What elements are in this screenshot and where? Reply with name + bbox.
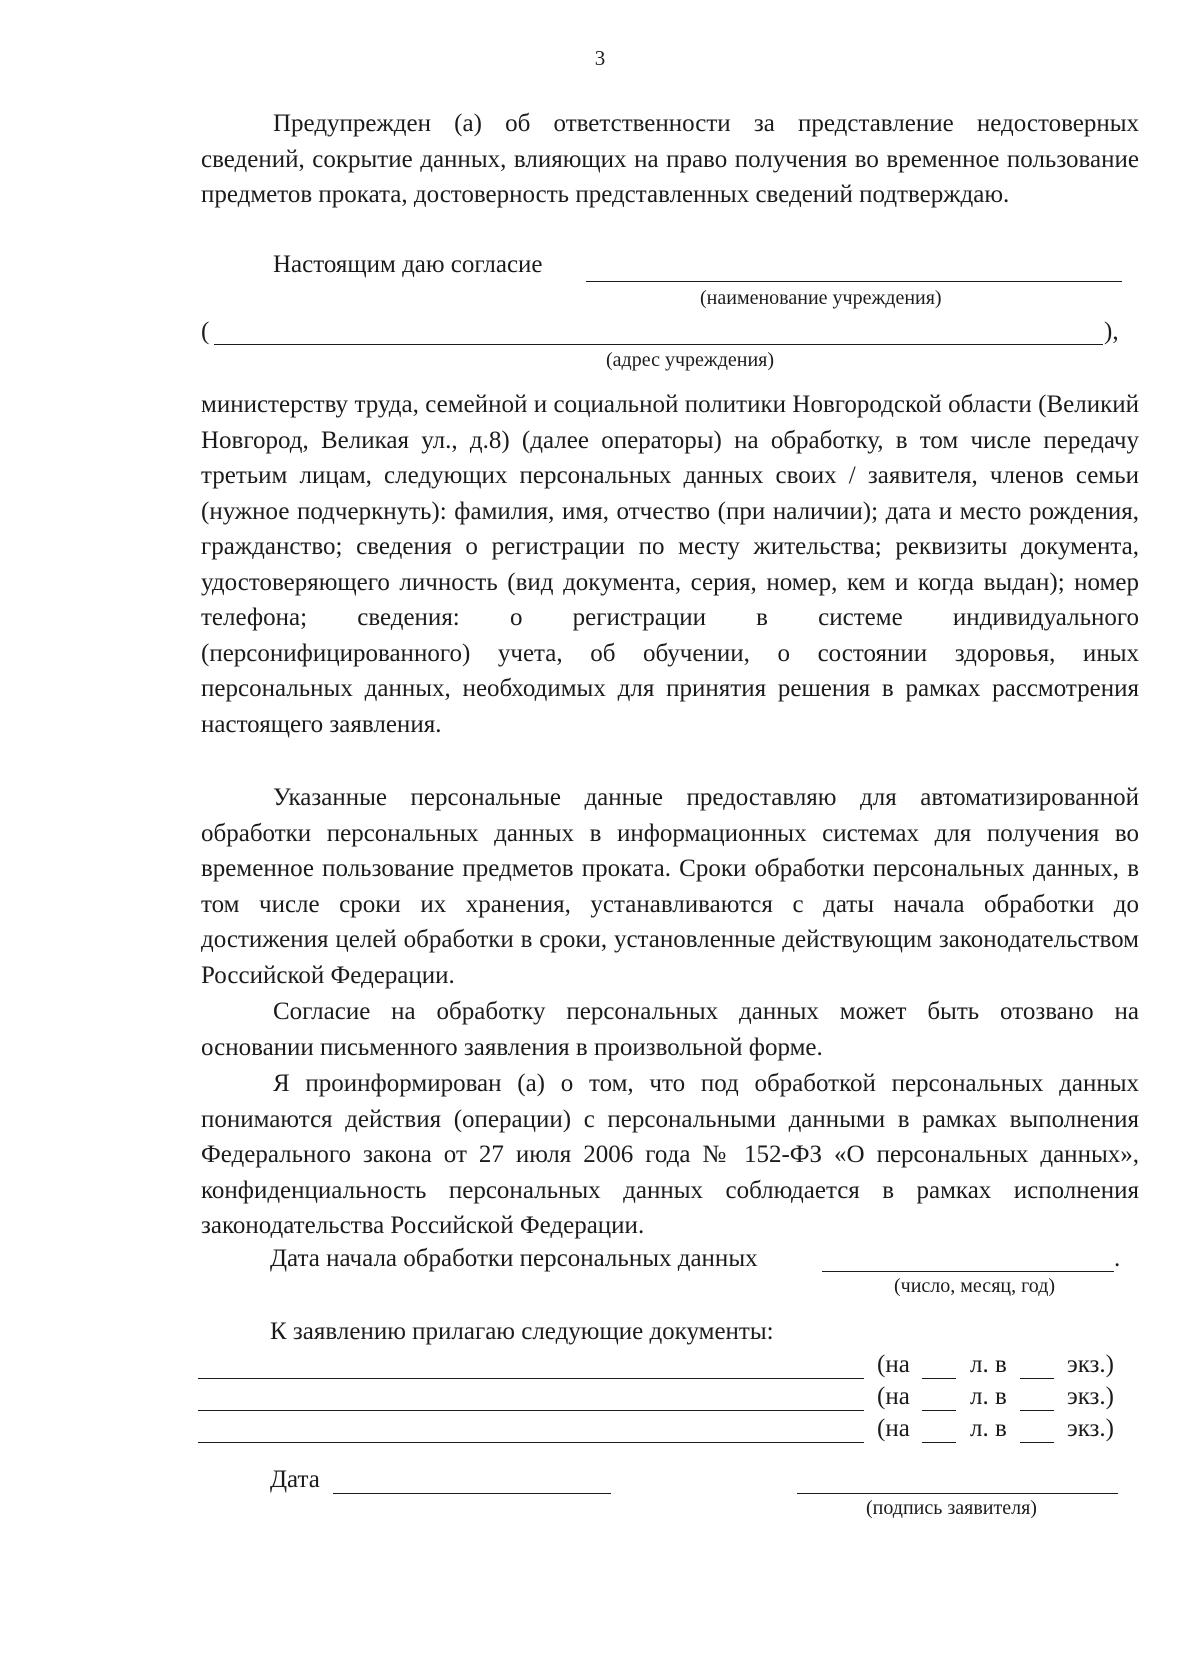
attachment-sheets-label: л. в	[970, 1415, 1007, 1442]
attachment-copies-label: экз.)	[1067, 1351, 1114, 1378]
signature-blank	[797, 1493, 1118, 1494]
institution-address-blank	[214, 344, 1103, 345]
attachment-copies-label: экз.)	[1067, 1383, 1114, 1410]
institution-name-blank	[586, 281, 1122, 282]
paragraph-processing: Указанные персональные данные предоставляю для автоматизированной обработки персональных данных в информационных системах для получения во временное пользование предметов проката. Сроки обработки персональных данных, в том числе сроки их хранения, устанавливаются с даты начала обработки до достижения целей обработки в сроки, установленные действующим законодательством Российской Федерации.	[201, 784, 1139, 989]
attachment-name-blank	[198, 1442, 864, 1443]
paragraph-revocation: Согласие на обработку персональных данных может быть отозвано на основании письменного заявления в произвольной форме.	[201, 998, 1139, 1061]
signature-caption: (подпись заявителя)	[866, 1497, 1037, 1519]
attachment-copies-blank	[1020, 1442, 1054, 1443]
paragraph-warning: Предупрежден (а) об ответственности за представление недостоверных сведений, сокрытие данных, влияющих на право получения во временное пользование предметов проката, достоверность представленных сведений подтверждаю.	[201, 110, 1139, 208]
institution-name-caption: (наименование учреждения)	[700, 287, 942, 309]
close-paren: ),	[1104, 318, 1119, 345]
attachment-na: (на	[877, 1351, 910, 1378]
attachment-copies-label: экз.)	[1067, 1415, 1114, 1442]
attachment-name-blank	[198, 1378, 864, 1379]
attachment-name-blank	[198, 1410, 864, 1411]
start-date-label: Дата начала обработки персональных данных	[270, 1245, 758, 1272]
date-blank	[333, 1493, 611, 1494]
attachment-sheets-blank	[922, 1410, 956, 1411]
attachment-copies-blank	[1020, 1378, 1054, 1379]
attachments-heading: К заявлению прилагаю следующие документы:	[270, 1318, 774, 1345]
start-date-blank	[822, 1271, 1114, 1272]
page-number: 3	[594, 46, 606, 70]
attachment-na: (на	[877, 1415, 910, 1442]
start-date-dot: .	[1114, 1245, 1121, 1272]
paragraph-ministry: министерству труда, семейной и социальной политики Новгородской области (Великий Новгород, Великая ул., д.8) (далее операторы) на обработку, в том числе передачу третьим лицам, следующих персональных данных своих / заявителя, членов семьи (нужное подчеркнуть): фамилия, имя, отчество (при наличии); дата и место рождения, гражданство; сведения о регистрации по месту жительства; реквизиты документа, удостоверяющего личность (вид документа, серия, номер, кем и когда выдан); номер телефона; сведения: о регистрации в системе индивидуального (персонифицированного) учета, об обучении, о состоянии здоровья, иных персональных данных, необходимых для принятия решения в рамках рассмотрения настоящего заявления.	[201, 391, 1139, 738]
consent-lead: Настоящим даю согласие	[273, 251, 543, 278]
attachment-na: (на	[877, 1383, 910, 1410]
attachment-copies-blank	[1020, 1410, 1054, 1411]
attachment-sheets-label: л. в	[970, 1383, 1007, 1410]
attachment-sheets-blank	[922, 1378, 956, 1379]
paragraph-informed: Я проинформирован (а) о том, что под обработкой персональных данных понимаются действия (операции) с персональными данными в рамках выполнения Федерального закона от 27 июля 2006 года № 152-ФЗ «О персональных данных», конфиденциальность персональных данных соблюдается в рамках исполнения законодательства Российской Федерации.	[201, 1070, 1139, 1239]
start-date-caption: (число, месяц, год)	[894, 1275, 1056, 1297]
attachment-sheets-blank	[922, 1442, 956, 1443]
attachment-sheets-label: л. в	[970, 1351, 1007, 1378]
institution-address-caption: (адрес учреждения)	[606, 349, 775, 371]
open-paren: (	[201, 318, 210, 345]
date-label: Дата	[270, 1466, 320, 1493]
